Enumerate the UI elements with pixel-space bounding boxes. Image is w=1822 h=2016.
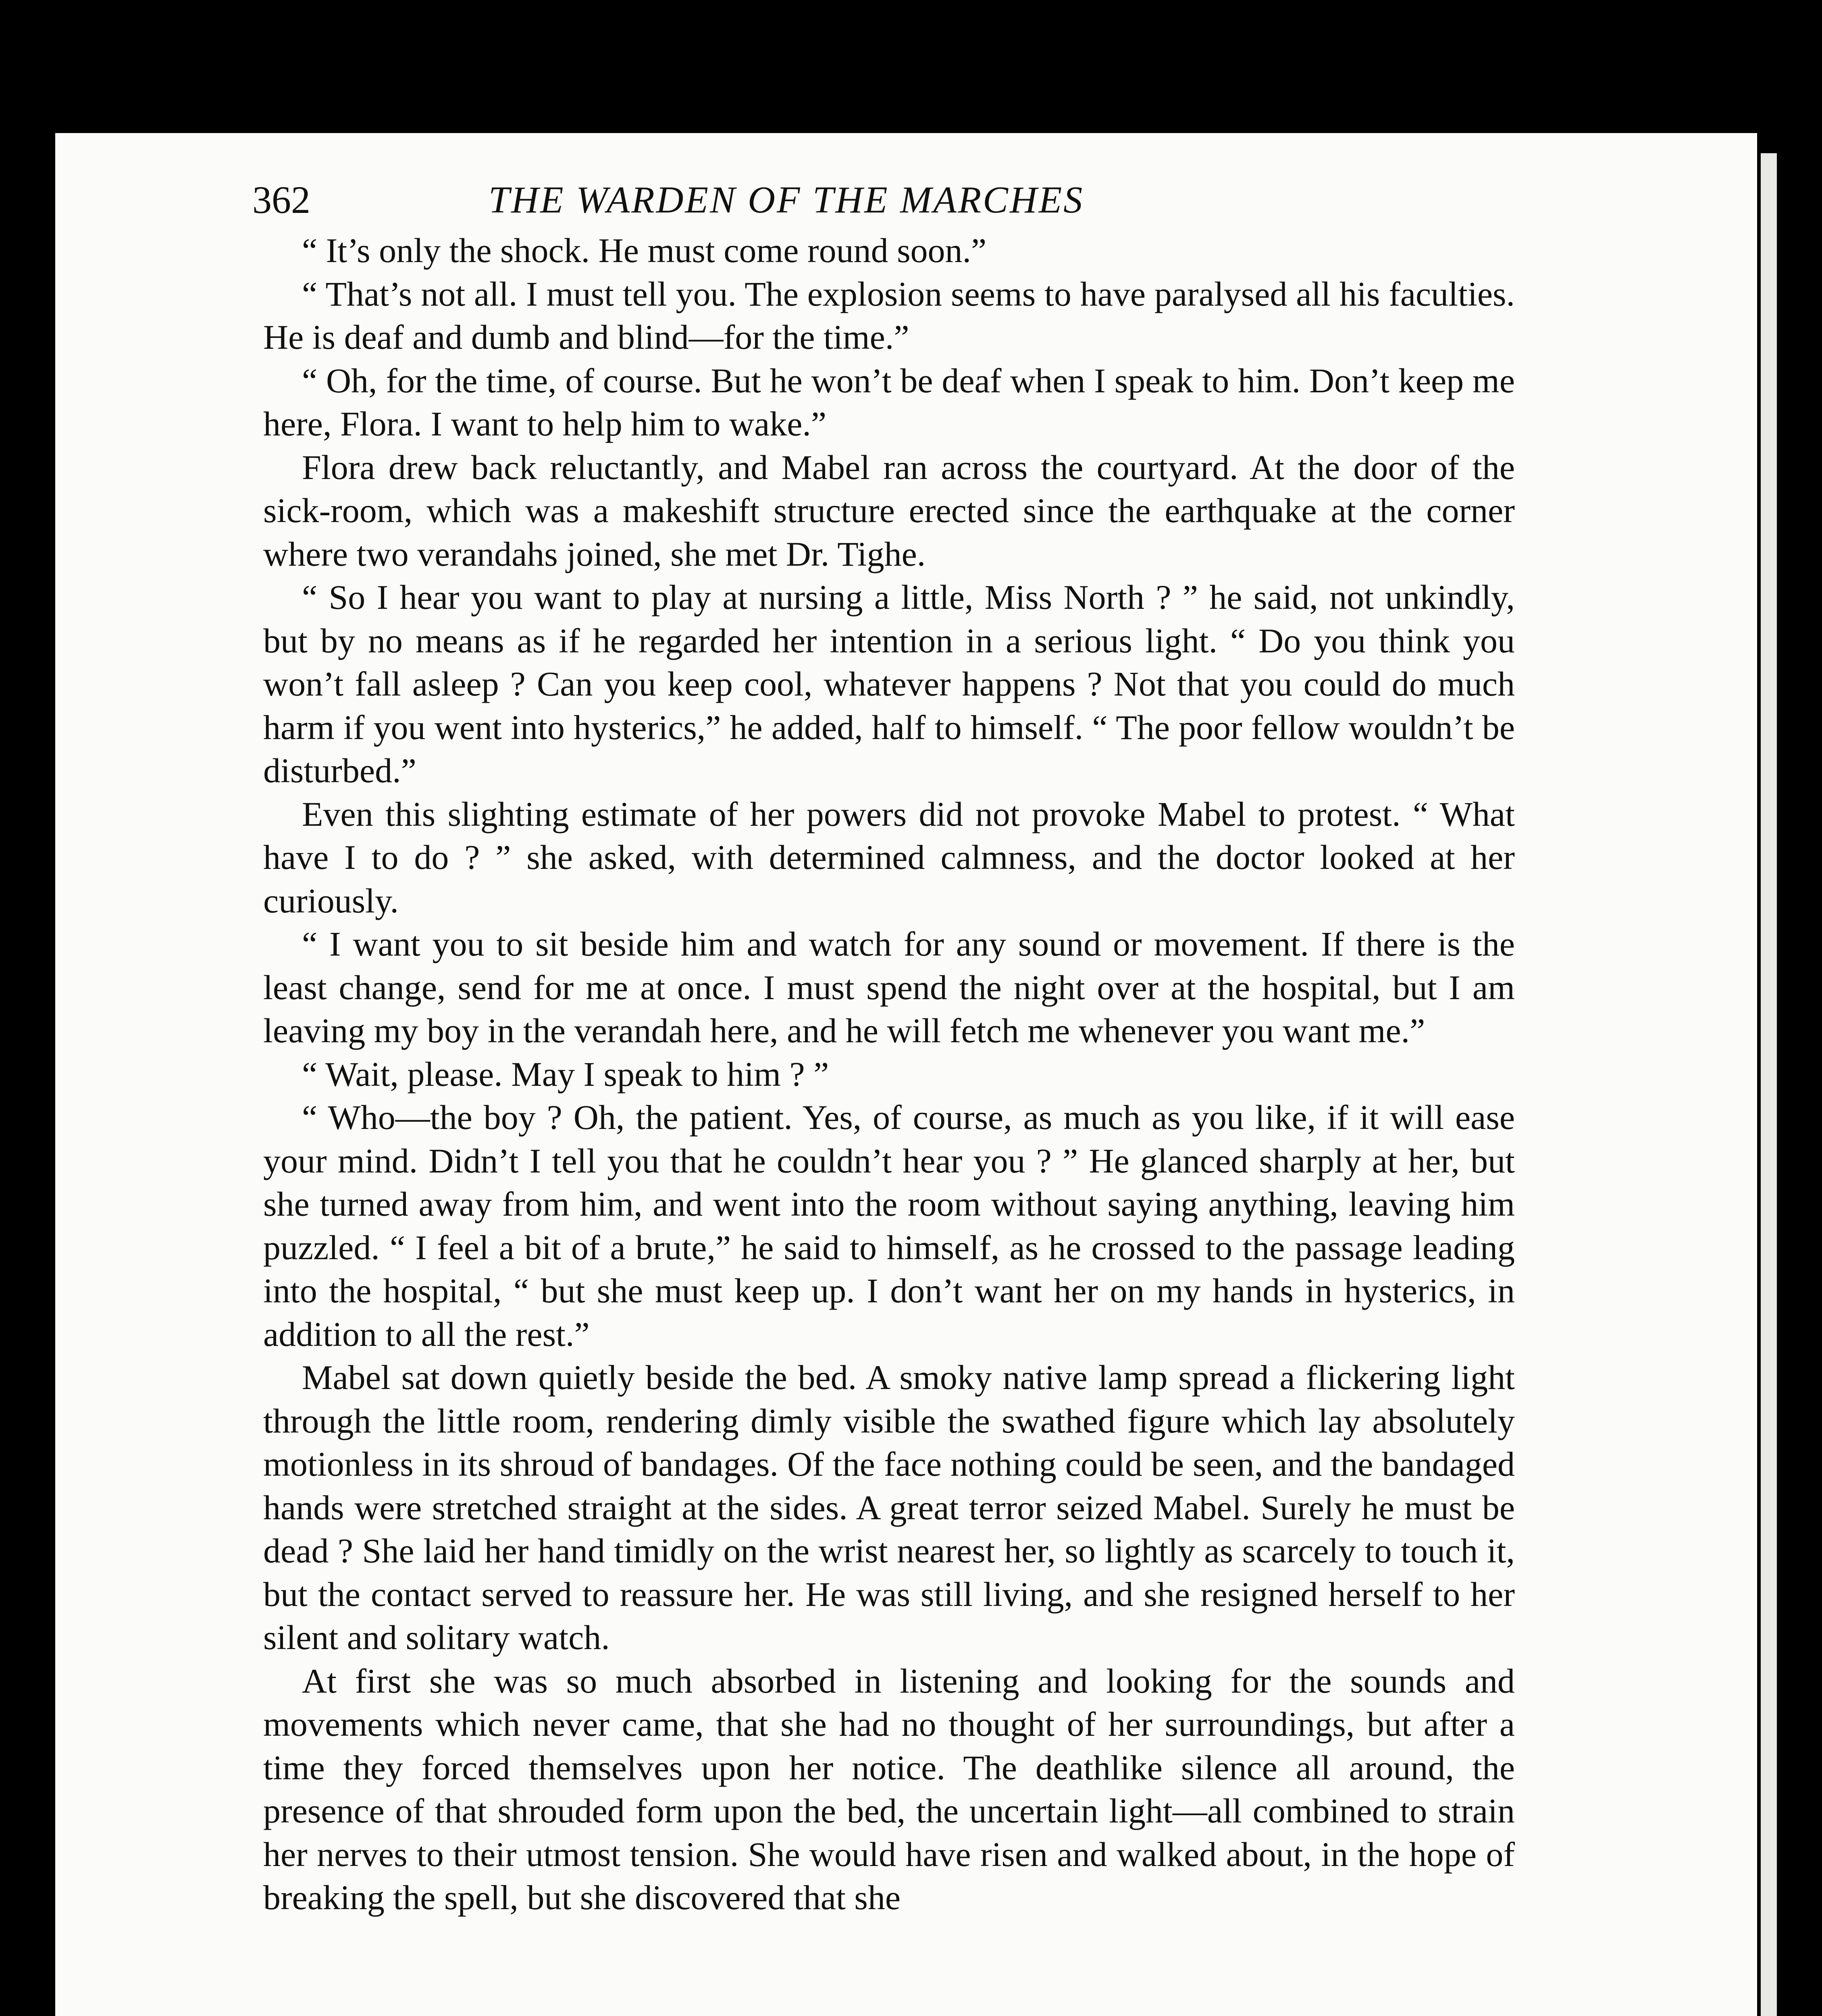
paragraph: “ Who—the boy ? Oh, the patient. Yes, of course, as much as you like, if it will ease your mind. Didn’t I tell you that he couldn’t hear you ? ” He glanced sharply at her, but she turned away from him, and went into the room without saying anything, leaving him puzzled. “ I feel a bit of a brute,” he said to himself, as he crossed to the passage leading into the hospital, “ but she must keep up. I don’t want her on my hands in hysterics, in addition to all the rest.”	[263, 1098, 1515, 1354]
paragraph: At first she was so much absorbed in listening and looking for the sounds and movements which never came, that she had no thought of her surroundings, but after a time they forced themselves upon her notice. The deathlike silence all around, the presence of that shrouded form upon the bed, the uncertain light—all combined to strain her nerves to their utmost tension. She would have risen and walked about, in the hope of breaking the spell, but she discovered that she	[263, 1661, 1515, 1917]
paragraph: “ So I hear you want to play at nursing a little, Miss North ? ” he said, not unkindly, but by no means as if he regarded her intention in a serious light. “ Do you think you won’t fall asleep ? Can you keep cool, whatever happens ? Not that you could do much harm if you went into hysterics,” he added, half to himself. “ The poor fellow wouldn’t be disturbed.”	[263, 578, 1515, 790]
adjacent-page-edge	[1761, 153, 1777, 2016]
paragraph: Even this slighting estimate of her powers did not provoke Mabel to protest. “ What have I to do ? ” she asked, with determined calmness, and the doctor looked at her curiously.	[263, 794, 1515, 920]
paragraph: Mabel sat down quietly beside the bed. A smoky native lamp spread a flickering light through the little room, rendering dimly visible the swathed figure which lay absolutely motionless in its shroud of bandages. Of the face nothing could be seen, and the bandaged hands were stretched straight at the sides. A great terror seized Mabel. Surely he must be dead ? She laid her hand timidly on the wrist nearest her, so lightly as scarcely to touch it, but the contact served to reassure her. He was still living, and she resigned herself to her silent and solitary watch.	[263, 1358, 1515, 1657]
running-title: THE WARDEN OF THE MARCHES	[489, 179, 1084, 221]
paragraph: “ That’s not all. I must tell you. The explosion seems to have paralysed all his faculties. He is deaf and dumb and blind—for the time.”	[263, 274, 1515, 356]
page-number: 362	[252, 178, 310, 221]
paragraph: “ I want you to sit beside him and watch for any sound or movement. If there is the least change, send for me at once. I must spend the night over at the hospital, but I am leaving my boy in the verandah here, and he will fetch me whenever you want me.”	[263, 925, 1515, 1050]
body-text	[263, 229, 1515, 1920]
paragraph: “ Oh, for the time, of course. But he won’t be deaf when I speak to him. Don’t keep me here, Flora. I want to help him to wake.”	[263, 361, 1515, 443]
paragraph: Flora drew back reluctantly, and Mabel ran across the courtyard. At the door of the sick-room, which was a makeshift structure erected since the earthquake at the corner where two verandahs joined, she met Dr. Tighe.	[263, 448, 1515, 573]
paragraph: “ It’s only the shock. He must come round soon.”	[302, 231, 987, 270]
paragraph: “ Wait, please. May I speak to him ? ”	[302, 1054, 829, 1093]
